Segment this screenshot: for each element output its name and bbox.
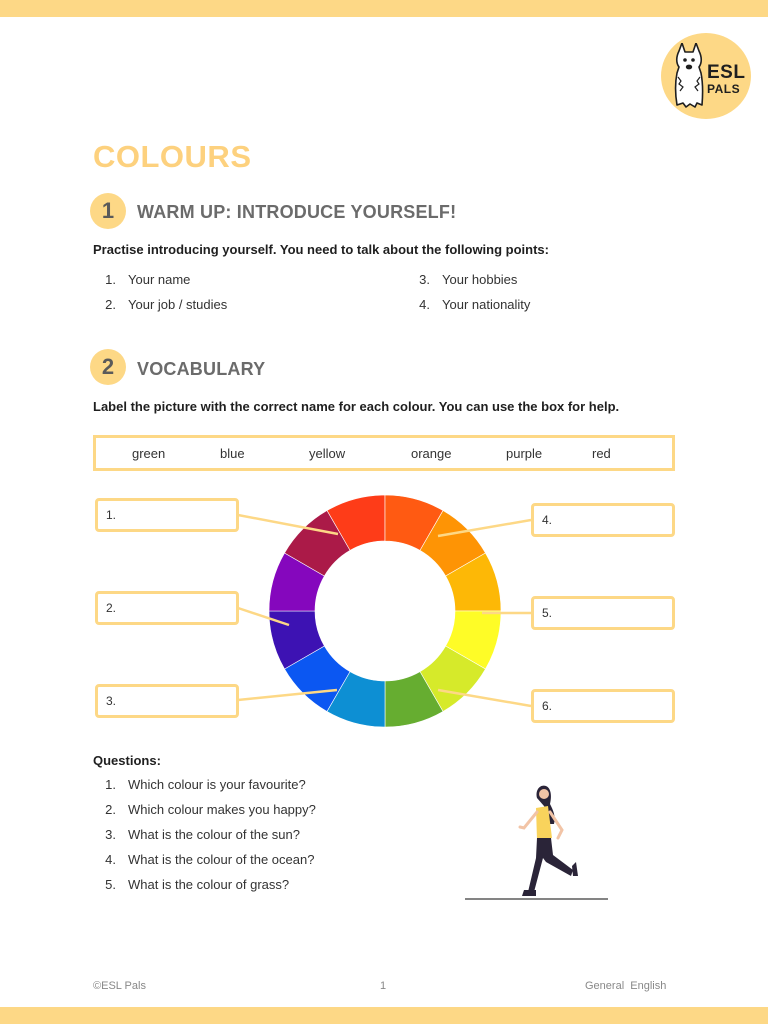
walking-woman-illustration [440,780,630,910]
word-green: green [132,446,166,461]
questions-title: Questions: [93,753,161,768]
word-orange: orange [411,446,452,461]
word-yellow: yellow [309,446,346,461]
bottom-band [0,1007,768,1024]
list-item: 2. Which colour makes you happy? [105,802,316,817]
word-purple: purple [506,446,543,461]
list-item: 5. What is the colour of grass? [105,877,290,892]
footer-copyright: ©ESL Pals [93,980,146,992]
footer-page-number: 1 [380,980,387,992]
list-item: 1. Which colour is your favourite? [105,777,306,792]
word-red: red [592,446,611,461]
label-box-3[interactable]: 3. [95,684,239,718]
section-2-number: 2 [90,349,126,385]
label-box-2[interactable]: 2. [95,591,239,625]
section-2-title: VOCABULARY [137,359,266,379]
list-item: 4. What is the colour of the ocean? [105,852,315,867]
list-item: 4. Your nationality [419,297,531,312]
word-blue: blue [220,446,245,461]
section-1-title: WARM UP: INTRODUCE YOURSELF! [137,202,457,222]
label-box-5[interactable]: 5. [531,596,675,630]
list-item: 2. Your job / studies [105,297,228,312]
questions-list [93,772,316,897]
list-item: 3. What is the colour of the sun? [105,827,300,842]
label-box-1[interactable]: 1. [95,498,239,532]
logo-text-pals: PALS [707,82,741,96]
label-box-4[interactable]: 4. [531,503,675,537]
footer-course: General English [585,980,667,992]
logo-text-esl: ESL [707,62,746,83]
vocabulary-instruction: Label the picture with the correct name for each colour. You can use the box for help. [93,399,620,414]
list-item: 1. Your name [105,272,191,287]
section-1-number: 1 [90,193,126,229]
warmup-instruction: Practise introducing yourself. You need to talk about the following points: [93,242,549,257]
page-title: COLOURS [93,139,252,174]
list-item: 3. Your hobbies [419,272,518,287]
label-box-6[interactable]: 6. [531,689,675,723]
